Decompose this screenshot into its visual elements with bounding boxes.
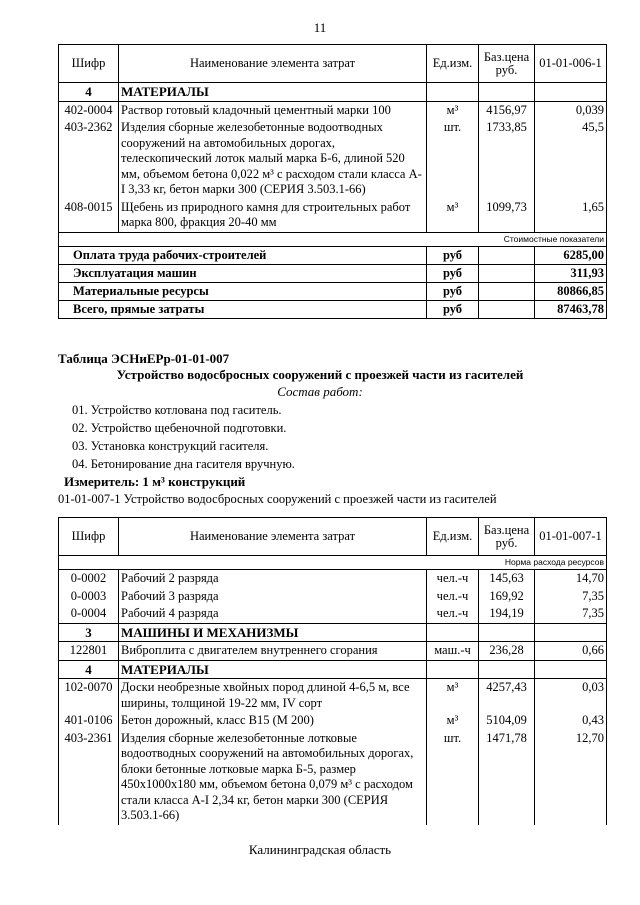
row-name: Доски необрезные хвойных пород длиной 4-6,5 м, все ширины, толщиной 19-22 мм, IV сорт (119, 679, 427, 713)
total-value: 6285,00 (535, 246, 607, 264)
header-price: Баз.цена руб. (479, 518, 535, 556)
row-code: 408-0015 (59, 199, 119, 233)
row-unit: чел.-ч (427, 605, 479, 623)
row-code: 0-0003 (59, 588, 119, 606)
row-name: Виброплита с двигателем внутреннего сгорания (119, 642, 427, 661)
page-number: 11 (313, 20, 327, 35)
header-price: Баз.цена руб. (479, 45, 535, 83)
row-name: Изделия сборные железобетонные водоотводных сооружений на автомобильных дорогах, телескопический лоток малый марка Б-6, длиной 520 мм, объемом бетона 0,022 м³ с расходом стали класса А-I 3,33 кг, бетон марки 300 (СЕРИЯ 3.503.1-66) (119, 119, 427, 199)
row-price: 236,28 (479, 642, 535, 661)
table-row (59, 605, 607, 623)
total-value: 87463,78 (535, 300, 607, 318)
row-unit: м³ (427, 101, 479, 119)
row-unit: чел.-ч (427, 588, 479, 606)
footer-region: Калининградская область (248, 842, 392, 857)
resources-table-006 (58, 44, 607, 319)
section-number: 4 (59, 83, 119, 102)
row-code: 403-2361 (59, 730, 119, 825)
row-value: 45,5 (535, 119, 607, 199)
section-title: МАТЕРИАЛЫ (119, 83, 427, 102)
row-price: 145,63 (479, 570, 535, 588)
row-value: 0,43 (535, 712, 607, 730)
total-label: Оплата труда рабочих-строителей (59, 246, 427, 264)
norm-label: Норма расхода ресурсов (59, 556, 607, 570)
row-value: 14,70 (535, 570, 607, 588)
table-row (59, 588, 607, 606)
header-code: Шифр (59, 45, 119, 83)
row-price: 1099,73 (479, 199, 535, 233)
total-value: 311,93 (535, 264, 607, 282)
row-value: 7,35 (535, 588, 607, 606)
section-title: МАТЕРИАЛЫ (119, 660, 427, 679)
table-row (59, 101, 607, 119)
row-name: Рабочий 3 разряда (119, 588, 427, 606)
table-row (59, 730, 607, 825)
row-code: 0-0004 (59, 605, 119, 623)
row-price: 1733,85 (479, 119, 535, 199)
row-code: 403-2362 (59, 119, 119, 199)
total-row (59, 246, 607, 264)
header-unit: Ед.изм. (427, 518, 479, 556)
row-unit: м³ (427, 679, 479, 713)
total-row (59, 264, 607, 282)
total-unit: руб (427, 300, 479, 318)
row-name: Бетон дорожный, класс В15 (М 200) (119, 712, 427, 730)
table-row (59, 570, 607, 588)
total-value: 80866,85 (535, 282, 607, 300)
header-code: Шифр (59, 518, 119, 556)
row-code: 122801 (59, 642, 119, 661)
total-row (59, 282, 607, 300)
work-item: 01. Устройство котлована под гаситель. (72, 403, 282, 417)
work-item: 02. Устройство щебеночной подготовки. (72, 421, 287, 435)
header-norm: 01-01-007-1 (535, 518, 607, 556)
row-value: 0,66 (535, 642, 607, 661)
total-label: Всего, прямые затраты (59, 300, 427, 318)
row-name: Изделия сборные железобетонные лотковые водоотводных сооружений на автомобильных дорогах, блоки бетонные лотковые марка Б-5, размер 450х1000х180 мм, объемом бетона 0,079 м³ с расходом стали класса А-I 2,34 кг, бетон марки 300 (СЕРИЯ 3.503.1-66) (119, 730, 427, 825)
row-code: 401-0106 (59, 712, 119, 730)
row-price: 4156,97 (479, 101, 535, 119)
row-price: 194,19 (479, 605, 535, 623)
row-value: 0,039 (535, 101, 607, 119)
row-name: Рабочий 2 разряда (119, 570, 427, 588)
total-label: Материальные ресурсы (59, 282, 427, 300)
section-number: 4 (59, 660, 119, 679)
row-price: 4257,43 (479, 679, 535, 713)
row-unit: м³ (427, 199, 479, 233)
work-item: 04. Бетонирование дна гасителя вручную. (72, 457, 295, 471)
row-unit: шт. (427, 730, 479, 825)
total-unit: руб (427, 246, 479, 264)
total-unit: руб (427, 264, 479, 282)
header-name: Наименование элемента затрат (119, 518, 427, 556)
row-unit: м³ (427, 712, 479, 730)
cost-indicators-label: Стоимостные показатели (59, 232, 607, 246)
header-unit: Ед.изм. (427, 45, 479, 83)
works-title: Состав работ: (277, 384, 363, 399)
table-row (59, 712, 607, 730)
row-name: Рабочий 4 разряда (119, 605, 427, 623)
section-title: МАШИНЫ И МЕХАНИЗМЫ (119, 623, 427, 642)
total-label: Эксплуатация машин (59, 264, 427, 282)
total-unit: руб (427, 282, 479, 300)
measure-unit: Измеритель: 1 м³ конструкций (64, 474, 246, 489)
header-norm: 01-01-006-1 (535, 45, 607, 83)
header-name: Наименование элемента затрат (119, 45, 427, 83)
table-row (59, 642, 607, 661)
resources-table-007 (58, 517, 607, 825)
norm-line: 01-01-007-1 Устройство водосбросных сооружений с проезжей части из гасителей (58, 492, 497, 506)
row-code: 0-0002 (59, 570, 119, 588)
row-name: Раствор готовый кладочный цементный марки 100 (119, 101, 427, 119)
row-price: 5104,09 (479, 712, 535, 730)
row-value: 0,03 (535, 679, 607, 713)
table-subtitle: Устройство водосбросных сооружений с проезжей части из гасителей (116, 367, 524, 382)
row-unit: маш.-ч (427, 642, 479, 661)
table-title: Таблица ЭСНиЕРр-01-01-007 (58, 351, 230, 366)
row-unit: шт. (427, 119, 479, 199)
row-value: 12,70 (535, 730, 607, 825)
row-unit: чел.-ч (427, 570, 479, 588)
table-row (59, 679, 607, 713)
row-code: 102-0070 (59, 679, 119, 713)
table-row (59, 199, 607, 233)
row-value: 7,35 (535, 605, 607, 623)
row-value: 1,65 (535, 199, 607, 233)
table-row (59, 119, 607, 199)
total-row (59, 300, 607, 318)
row-price: 169,92 (479, 588, 535, 606)
row-price: 1471,78 (479, 730, 535, 825)
row-code: 402-0004 (59, 101, 119, 119)
row-name: Щебень из природного камня для строительных работ марка 800, фракция 20-40 мм (119, 199, 427, 233)
section-number: 3 (59, 623, 119, 642)
work-item: 03. Установка конструкций гасителя. (72, 439, 269, 453)
